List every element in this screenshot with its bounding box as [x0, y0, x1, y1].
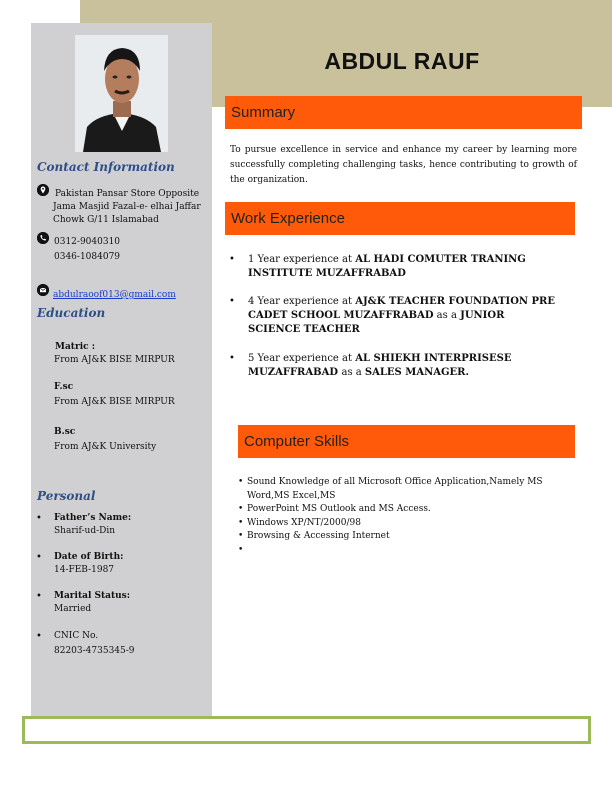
bullet: • [229, 254, 235, 265]
person-portrait-icon [75, 35, 168, 152]
work-organization: AL HADI COMUTER TRANING INSTITUTE MUZAFFRABAD [248, 254, 526, 279]
contact-heading: Contact Information [37, 160, 175, 174]
personal-label: Date of Birth: [54, 552, 124, 562]
bullet: • [238, 504, 244, 514]
education-item [54, 381, 175, 409]
personal-item [36, 512, 206, 538]
address-line-2: Jama Masjid Fazal-e- elhai Jaffar [53, 202, 201, 212]
summary-text: To pursue excellence in service and enhance my career by learning more successfully completing challenging tasks, hence contributing to growth of the organization. [230, 145, 577, 185]
personal-value: Sharif-ud-Din [54, 526, 116, 536]
skills-list [238, 476, 558, 557]
phone-numbers [54, 236, 120, 264]
personal-heading: Personal [37, 489, 96, 503]
address-line-3: Chowk G/11 Islamabad [53, 215, 159, 225]
personal-value: 82203-4735345-9 [54, 646, 135, 656]
bullet: • [229, 353, 235, 364]
skill-item [238, 530, 558, 544]
phone-icon [37, 232, 49, 244]
bullet: • [36, 631, 42, 642]
personal-label: CNIC No. [54, 631, 99, 641]
skill-item [238, 476, 558, 503]
skill-text: Browsing & Accessing Internet [247, 531, 390, 541]
education-institution: From AJ&K BISE MIRPUR [54, 397, 175, 407]
work-connector: as a [433, 310, 461, 321]
work-connector: as a [341, 367, 365, 378]
phone-number-2: 0346-1084079 [54, 252, 121, 262]
bullet: • [36, 513, 42, 524]
email-icon [37, 284, 49, 296]
personal-value: Married [54, 604, 92, 614]
skills-heading: Computer Skills [238, 425, 575, 458]
personal-label: Father’s Name: [54, 513, 132, 523]
work-prefix: 4 Year experience at [248, 296, 356, 307]
work-organization: AL SHIEKH INTERPRISESE MUZAFFRABAD [248, 353, 512, 378]
education-item [54, 426, 156, 454]
bullet: • [238, 531, 244, 541]
personal-item [36, 551, 206, 577]
page-title: ABDUL RAUF [324, 48, 480, 74]
bullet: • [238, 544, 244, 555]
education-degree: F.sc [54, 382, 74, 392]
personal-item [36, 630, 206, 658]
summary-heading: Summary [225, 96, 582, 129]
education-item [55, 341, 175, 367]
bullet: • [36, 552, 42, 563]
skill-text: Windows XP/NT/2000/98 [247, 517, 361, 528]
bullet: • [36, 591, 42, 602]
email-link[interactable]: abdulraoof013@gmail.com [53, 290, 176, 300]
education-institution: From AJ&K University [54, 442, 157, 452]
education-heading: Education [37, 306, 106, 320]
skill-text: PowerPoint MS Outlook and MS Access. [247, 504, 431, 514]
bullet: • [229, 296, 235, 307]
work-item [229, 253, 559, 281]
education-institution: From AJ&K BISE MIRPUR [54, 355, 175, 365]
work-heading: Work Experience [225, 202, 575, 235]
work-item [229, 352, 529, 380]
work-organization: AJ&K TEACHER FOUNDATION PRE CADET SCHOOL MUZAFFRABAD [248, 296, 555, 321]
personal-label: Marital Status: [54, 591, 131, 601]
skill-item [238, 544, 558, 557]
footer-box [22, 716, 591, 744]
work-prefix: 5 Year experience at [248, 353, 356, 364]
work-item [229, 295, 559, 337]
skill-text: Sound Knowledge of all Microsoft Office Application,Namely MS Word,MS Excel,MS [247, 477, 543, 501]
work-role: JUNIOR SCIENCE TEACHER [248, 310, 505, 335]
skill-item [238, 517, 558, 531]
phone-number-1: 0312-9040310 [54, 237, 121, 247]
location-pin-icon [37, 184, 49, 196]
profile-photo [75, 35, 168, 152]
address [53, 188, 210, 227]
personal-value: 14-FEB-1987 [54, 565, 115, 575]
address-line-1: Pakistan Pansar Store Opposite [55, 189, 200, 199]
personal-item [36, 590, 206, 616]
work-role: SALES MANAGER. [364, 367, 469, 378]
education-degree: B.sc [54, 427, 76, 437]
work-prefix: 1 Year experience at [248, 254, 356, 265]
education-degree: Matric : [55, 342, 96, 352]
skill-item [238, 503, 558, 517]
bullet: • [238, 517, 244, 528]
bullet: • [238, 477, 244, 487]
